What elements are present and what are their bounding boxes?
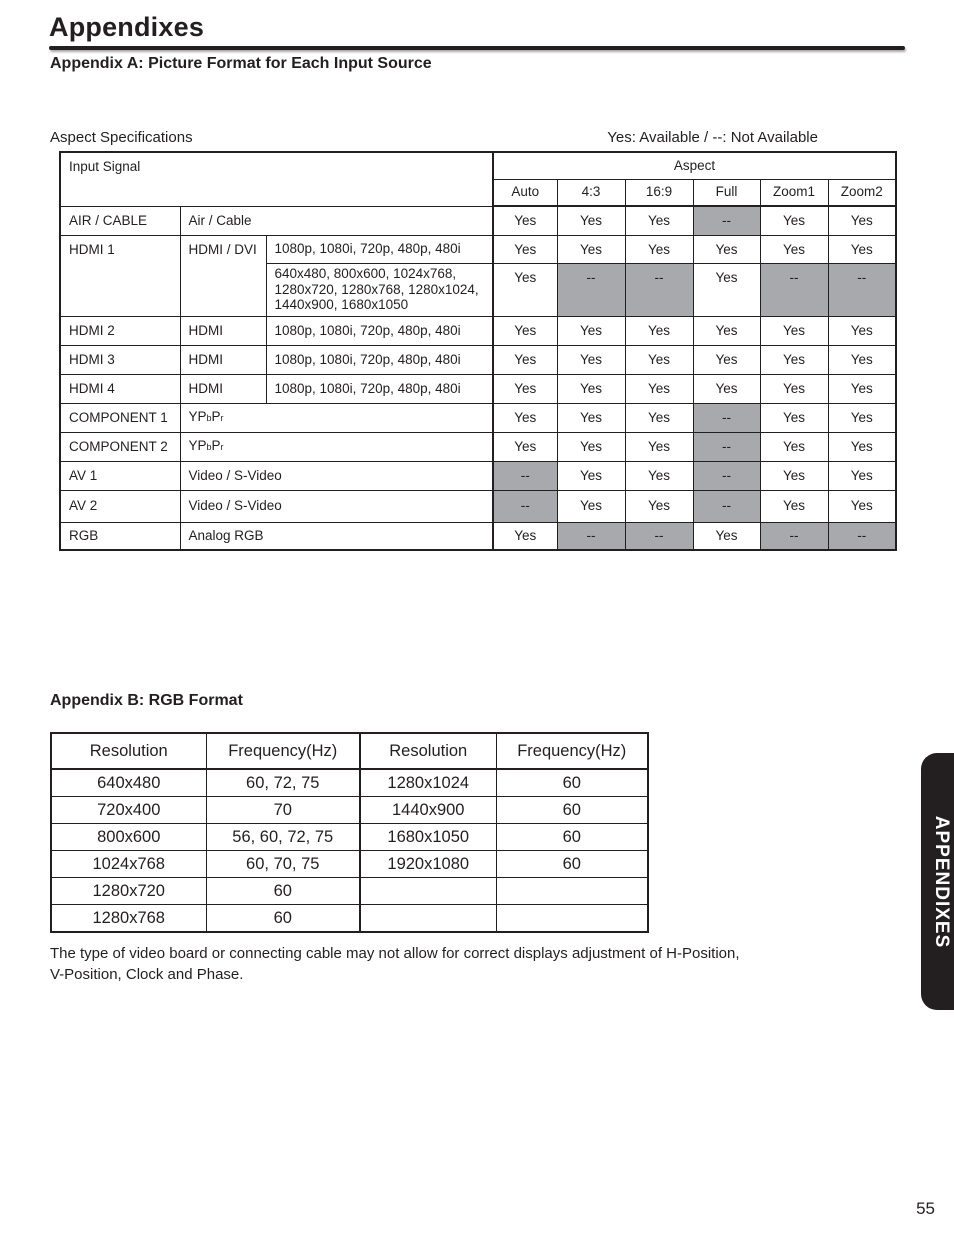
rgb-note-line: V-Position, Clock and Phase. xyxy=(50,966,244,983)
rgb-cell: 720x400 xyxy=(51,797,206,824)
table-row xyxy=(60,432,896,461)
rgb-cell: 60 xyxy=(496,797,648,824)
aspect-value: Yes xyxy=(625,206,693,235)
aspect-value: Yes xyxy=(625,345,693,374)
aspect-value: Yes xyxy=(760,403,828,432)
aspect-value: Yes xyxy=(693,345,760,374)
aspect-value: -- xyxy=(625,263,693,316)
table-row xyxy=(60,461,896,490)
aspect-value: Yes xyxy=(760,490,828,522)
rgb-cell xyxy=(496,905,648,933)
source-cell: HDMI 1 xyxy=(60,235,180,316)
signal-type-main: YP xyxy=(188,409,207,424)
rgb-cell: 1680x1050 xyxy=(360,824,496,851)
signal-type-subscript: r xyxy=(220,413,224,423)
table-row xyxy=(51,797,648,824)
signal-type-cell: Video / S-Video xyxy=(180,461,493,490)
table-row xyxy=(60,235,896,263)
rgb-cell: 1280x720 xyxy=(51,878,206,905)
aspect-value: Yes xyxy=(493,263,557,316)
aspect-value: Yes xyxy=(760,374,828,403)
source-cell: HDMI 4 xyxy=(60,374,180,403)
source-cell: COMPONENT 2 xyxy=(60,432,180,461)
rgb-cell: 640x480 xyxy=(51,769,206,797)
aspect-value: Yes xyxy=(493,432,557,461)
format-cell: 1080p, 1080i, 720p, 480p, 480i xyxy=(266,345,493,374)
table-row xyxy=(60,522,896,550)
aspect-value: Yes xyxy=(828,403,896,432)
aspect-value: Yes xyxy=(557,235,625,263)
aspect-value: Yes xyxy=(828,345,896,374)
aspect-value: Yes xyxy=(625,374,693,403)
aspect-value: Yes xyxy=(828,316,896,345)
signal-type-cell: Air / Cable xyxy=(180,206,493,235)
rgb-cell: 60 xyxy=(496,769,648,797)
rgb-cell: 1280x768 xyxy=(51,905,206,933)
aspect-col-header: Zoom2 xyxy=(828,179,896,206)
aspect-value: Yes xyxy=(760,461,828,490)
aspect-table xyxy=(59,151,897,551)
aspect-legend: Yes: Available / --: Not Available xyxy=(607,129,818,146)
signal-type-subscript: b xyxy=(206,442,212,452)
signal-type-cell: Video / S-Video xyxy=(180,490,493,522)
aspect-col-header: 4:3 xyxy=(557,179,625,206)
signal-type-cell xyxy=(180,403,493,432)
rgb-cell xyxy=(496,878,648,905)
aspect-value: Yes xyxy=(493,374,557,403)
aspect-value: -- xyxy=(828,263,896,316)
rgb-note xyxy=(50,943,810,985)
aspect-value: Yes xyxy=(493,235,557,263)
aspect-value: Yes xyxy=(760,316,828,345)
appendix-b-heading: Appendix B: RGB Format xyxy=(50,692,243,709)
aspect-value: -- xyxy=(557,263,625,316)
format-cell xyxy=(266,263,493,316)
aspect-header-row xyxy=(60,152,896,179)
aspect-value: Yes xyxy=(557,316,625,345)
format-cell: 1080p, 1080i, 720p, 480p, 480i xyxy=(266,316,493,345)
section-side-tab xyxy=(921,753,954,1010)
aspect-value: Yes xyxy=(493,206,557,235)
input-signal-header: Input Signal xyxy=(60,152,493,206)
aspect-value: -- xyxy=(693,403,760,432)
aspect-value: Yes xyxy=(625,403,693,432)
aspect-value: Yes xyxy=(760,206,828,235)
aspect-value: -- xyxy=(760,263,828,316)
aspect-value: Yes xyxy=(828,374,896,403)
format-line: 1280x720, 1280x768, 1280x1024, xyxy=(274,281,479,297)
source-cell: AIR / CABLE xyxy=(60,206,180,235)
aspect-value: Yes xyxy=(557,432,625,461)
table-row xyxy=(60,374,896,403)
aspect-value: -- xyxy=(760,522,828,550)
aspect-value: Yes xyxy=(828,432,896,461)
rgb-cell: 800x600 xyxy=(51,824,206,851)
rgb-col-header: Resolution xyxy=(51,733,206,769)
aspect-value: Yes xyxy=(493,345,557,374)
aspect-value: Yes xyxy=(625,316,693,345)
aspect-value: Yes xyxy=(557,403,625,432)
table-row xyxy=(60,490,896,522)
aspect-value: Yes xyxy=(693,263,760,316)
source-cell: HDMI 2 xyxy=(60,316,180,345)
table-row xyxy=(60,206,896,235)
aspect-value: Yes xyxy=(625,490,693,522)
aspect-value: Yes xyxy=(693,522,760,550)
aspect-value: Yes xyxy=(557,461,625,490)
table-row xyxy=(51,851,648,878)
format-cell: 1080p, 1080i, 720p, 480p, 480i xyxy=(266,374,493,403)
format-cell: 1080p, 1080i, 720p, 480p, 480i xyxy=(266,235,493,263)
signal-type-subscript: r xyxy=(220,442,224,452)
aspect-value: -- xyxy=(557,522,625,550)
rgb-cell: 60, 70, 75 xyxy=(206,851,360,878)
table-row xyxy=(60,345,896,374)
rgb-cell xyxy=(360,878,496,905)
aspect-value: Yes xyxy=(625,432,693,461)
rgb-cell: 1280x1024 xyxy=(360,769,496,797)
rgb-cell xyxy=(360,905,496,933)
table-row xyxy=(51,878,648,905)
signal-type-cell: Analog RGB xyxy=(180,522,493,550)
rgb-col-header: Resolution xyxy=(360,733,496,769)
rgb-format-table xyxy=(50,732,649,933)
rgb-cell: 60, 72, 75 xyxy=(206,769,360,797)
aspect-value: Yes xyxy=(760,432,828,461)
page-title: Appendixes xyxy=(49,12,205,42)
aspect-value: -- xyxy=(693,206,760,235)
source-cell: AV 2 xyxy=(60,490,180,522)
aspect-value: Yes xyxy=(693,235,760,263)
rgb-cell: 56, 60, 72, 75 xyxy=(206,824,360,851)
rgb-cell: 60 xyxy=(496,824,648,851)
aspect-col-header: Auto xyxy=(493,179,557,206)
rgb-cell: 1920x1080 xyxy=(360,851,496,878)
signal-type-main: YP xyxy=(188,438,207,453)
title-rule xyxy=(49,46,905,50)
aspect-value: Yes xyxy=(493,403,557,432)
format-line: 1440x900, 1680x1050 xyxy=(274,297,409,313)
signal-type-cell: HDMI xyxy=(180,374,266,403)
aspect-value: -- xyxy=(693,490,760,522)
table-row xyxy=(51,824,648,851)
rgb-cell: 1440x900 xyxy=(360,797,496,824)
rgb-cell: 1024x768 xyxy=(51,851,206,878)
aspect-caption xyxy=(50,129,818,146)
aspect-header: Aspect xyxy=(493,152,896,179)
table-row xyxy=(51,905,648,933)
aspect-col-header: Full xyxy=(693,179,760,206)
aspect-value: Yes xyxy=(625,235,693,263)
aspect-value: Yes xyxy=(760,235,828,263)
signal-type-cell: HDMI / DVI xyxy=(180,235,266,316)
aspect-value: -- xyxy=(493,490,557,522)
source-cell: AV 1 xyxy=(60,461,180,490)
rgb-col-header: Frequency(Hz) xyxy=(206,733,360,769)
signal-type-cell: HDMI xyxy=(180,316,266,345)
aspect-value: -- xyxy=(693,461,760,490)
signal-type-main: P xyxy=(211,438,221,453)
aspect-value: Yes xyxy=(557,490,625,522)
aspect-value: Yes xyxy=(693,374,760,403)
signal-type-cell xyxy=(180,432,493,461)
signal-type-subscript: b xyxy=(206,413,212,423)
rgb-cell: 60 xyxy=(206,878,360,905)
aspect-value: -- xyxy=(828,522,896,550)
rgb-header-row xyxy=(51,733,648,769)
signal-type-main: P xyxy=(211,409,221,424)
aspect-value: Yes xyxy=(828,206,896,235)
format-line: 640x480, 800x600, 1024x768, xyxy=(274,266,457,282)
aspect-value: Yes xyxy=(828,461,896,490)
aspect-caption-left: Aspect Specifications xyxy=(50,129,193,146)
aspect-value: -- xyxy=(625,522,693,550)
aspect-col-header: 16:9 xyxy=(625,179,693,206)
aspect-value: -- xyxy=(693,432,760,461)
page-number: 55 xyxy=(916,1199,935,1218)
source-cell: RGB xyxy=(60,522,180,550)
aspect-value: Yes xyxy=(625,461,693,490)
table-row xyxy=(60,403,896,432)
signal-type-cell: HDMI xyxy=(180,345,266,374)
rgb-cell: 70 xyxy=(206,797,360,824)
source-cell: HDMI 3 xyxy=(60,345,180,374)
aspect-value: Yes xyxy=(828,490,896,522)
rgb-col-header: Frequency(Hz) xyxy=(496,733,648,769)
aspect-value: Yes xyxy=(493,522,557,550)
aspect-value: Yes xyxy=(828,235,896,263)
side-tab-label: APPENDIXES xyxy=(931,815,952,948)
aspect-value: Yes xyxy=(557,345,625,374)
aspect-col-header: Zoom1 xyxy=(760,179,828,206)
table-row xyxy=(60,316,896,345)
aspect-value: Yes xyxy=(557,206,625,235)
rgb-cell: 60 xyxy=(206,905,360,933)
aspect-value: Yes xyxy=(557,374,625,403)
rgb-cell: 60 xyxy=(496,851,648,878)
table-row xyxy=(51,769,648,797)
aspect-value: -- xyxy=(493,461,557,490)
aspect-value: Yes xyxy=(760,345,828,374)
aspect-value: Yes xyxy=(693,316,760,345)
appendix-a-heading: Appendix A: Picture Format for Each Input Source xyxy=(50,55,432,72)
rgb-note-line: The type of video board or connecting cable may not allow for correct displays adjustment of H-Position, xyxy=(50,945,740,962)
source-cell: COMPONENT 1 xyxy=(60,403,180,432)
aspect-value: Yes xyxy=(493,316,557,345)
